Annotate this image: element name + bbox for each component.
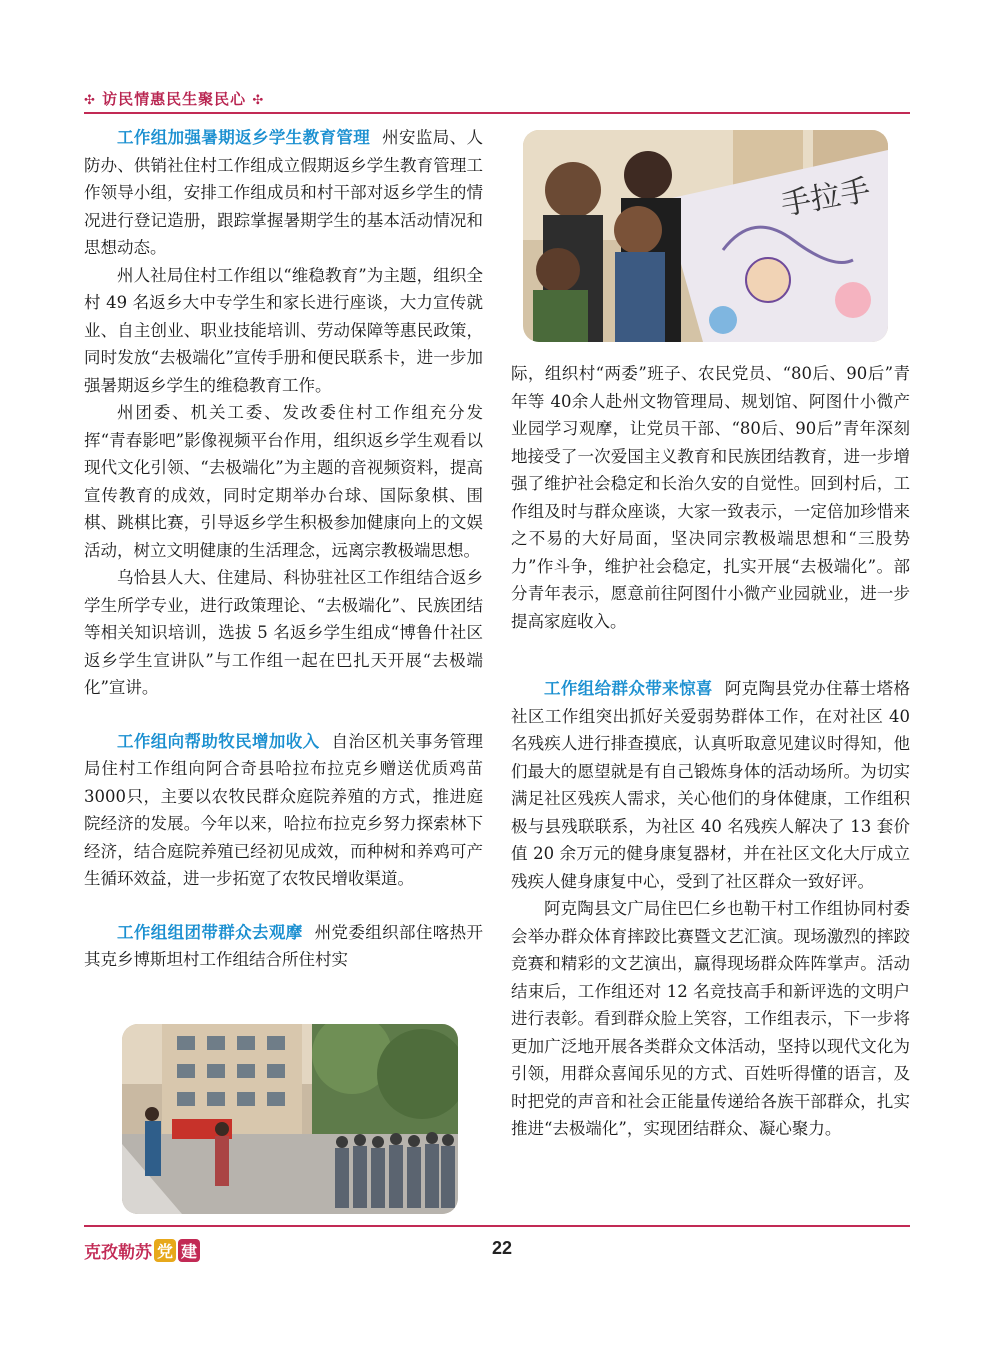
paragraph: 州人社局住村工作组以“维稳教育”为主题，组织全村 49 名返乡大中专学生和家长进行座谈，大力宣传就业、自主创业、职业技能培训、劳动保障等惠民政策，同时发放“去极端化”宣传手册和便民联系卡，进一步加强暑期返乡学生的维稳教育工作。 bbox=[84, 265, 483, 395]
section-income bbox=[84, 728, 483, 893]
photo-courtyard-group bbox=[122, 1024, 458, 1214]
section-heading: 工作组给群众带来惊喜 bbox=[544, 679, 713, 698]
page-header bbox=[84, 88, 264, 109]
section-visit-cont bbox=[511, 360, 910, 635]
ornament-icon: ✣ bbox=[252, 93, 265, 108]
section-visit bbox=[84, 919, 483, 974]
paragraph: 工作组给群众带来惊喜 阿克陶县党办住幕士塔格社区工作组突出抓好关爱弱势群体工作，在对社区 40 名残疾人进行排查摸底，认真听取意见建议时得知，他们最大的愿望就是有自己锻炼身体的活动场所。为切实满足社区残疾人需求，关心他们的身体健康，工作组积极与县残联联系，为社区 40 名残疾人解决了 13 套价值 20 余万元的健身康复器材，并在社区文化大厅成立残疾人健身康复中心，受到了社区群众一致好评。 bbox=[511, 679, 910, 891]
footer-divider bbox=[84, 1225, 910, 1227]
ornament-icon: ✣ bbox=[84, 93, 96, 108]
paragraph: 乌恰县人大、住建局、科协驻社区工作组结合返乡学生所学专业，进行政策理论、“去极端化”、民族团结等相关知识培训，选拔 5 名返乡学生组成“博鲁什社区返乡学生宣讲队”与工作组一起在巴扎天开展“去极端化”宣讲。 bbox=[84, 568, 483, 697]
section-education bbox=[84, 124, 483, 702]
section-heading: 工作组加强暑期返乡学生教育管理 bbox=[117, 128, 371, 147]
brand-badge: 建 bbox=[178, 1239, 200, 1262]
page-number: 22 bbox=[491, 1238, 513, 1258]
photo-children-banner bbox=[523, 130, 888, 342]
section-surprise bbox=[511, 675, 910, 1143]
section-heading: 工作组向帮助牧民增加收入 bbox=[117, 731, 320, 751]
section-heading: 工作组组团带群众去观摩 bbox=[117, 922, 303, 942]
paragraph: 工作组加强暑期返乡学生教育管理 州安监局、人防办、供销社住村工作组成立假期返乡学生教育管理工作领导小组，安排工作组成员和村干部对返乡学生的情况进行登记造册，跟踪掌握暑期学生的基本活动情况和思想动态。 bbox=[84, 128, 483, 257]
footer-brand bbox=[84, 1238, 200, 1263]
paragraph: 工作组向帮助牧民增加收入 自治区机关事务管理局住村工作组向阿合奇县哈拉布拉克乡赠送优质鸡苗3000只，主要以农牧民群众庭院养殖的方式，推进庭院经济的发展。今年以来，哈拉布拉克乡努力探索林下经济，结合庭院养殖已经初见成效，而种树和养鸡可产生循环效益，进一步拓宽了农牧民增收渠道。 bbox=[84, 731, 483, 888]
brand-badge: 党 bbox=[154, 1239, 176, 1262]
banner-text: 手拉手 bbox=[778, 172, 874, 223]
header-divider bbox=[84, 112, 910, 114]
brand-text: 克孜勒苏 bbox=[84, 1243, 152, 1263]
paragraph: 州团委、机关工委、发改委住村工作组充分发挥“青春影吧”影像视频平台作用，组织返乡学生观看以现代文化引领、“去极端化”为主题的音视频资料，提高宣传教育的成效，同时定期举办台球、国际象棋、围棋、跳棋比赛，引导返乡学生积极参加健康向上的文娱活动，树立文明健康的生活理念，远离宗教极端思想。 bbox=[84, 403, 483, 560]
paragraph: 际，组织村“两委”班子、农民党员、“80后、90后”青年等 40余人赴州文物管理局、规划馆、阿图什小微产业园学习观摩，让党员干部、“80后、90后”青年深刻地接受了一次爱国主义教育和民族团结教育，进一步增强了维护社会稳定和长治久安的自觉性。回到村后，工作组及时与群众座谈，大家一致表示，一定倍加珍惜来之不易的大好局面，坚决同宗教极端思想和“三股势力”作斗争，维护社会稳定，扎实开展“去极端化”。部分青年表示，愿意前往阿图什小微产业园就业，进一步提高家庭收入。 bbox=[511, 364, 910, 631]
header-title: 访民情惠民生聚民心 bbox=[102, 90, 247, 108]
paragraph: 工作组组团带群众去观摩 州党委组织部住喀热开其克乡博斯坦村工作组结合所住村实 bbox=[84, 922, 483, 969]
right-column bbox=[511, 360, 910, 1143]
paragraph: 阿克陶县文广局住巴仁乡也勒干村工作组协同村委会举办群众体育摔跤比赛暨文艺汇演。现场激烈的摔跤竞赛和精彩的文艺演出，赢得现场群众阵阵掌声。活动结束后，工作组还对 12 名竞技高手和新评选的文明户进行表彰。看到群众脸上笑容，工作组表示，下一步将更加广泛地开展各类群众文体活动，坚持以现代文化为引领，用群众喜闻乐见的方式、百姓听得懂的语言，及时把党的声音和社会正能量传递给各族干部群众，扎实推进“去极端化”，实现团结群众、凝心聚力。 bbox=[511, 899, 910, 1138]
left-column bbox=[84, 124, 483, 974]
